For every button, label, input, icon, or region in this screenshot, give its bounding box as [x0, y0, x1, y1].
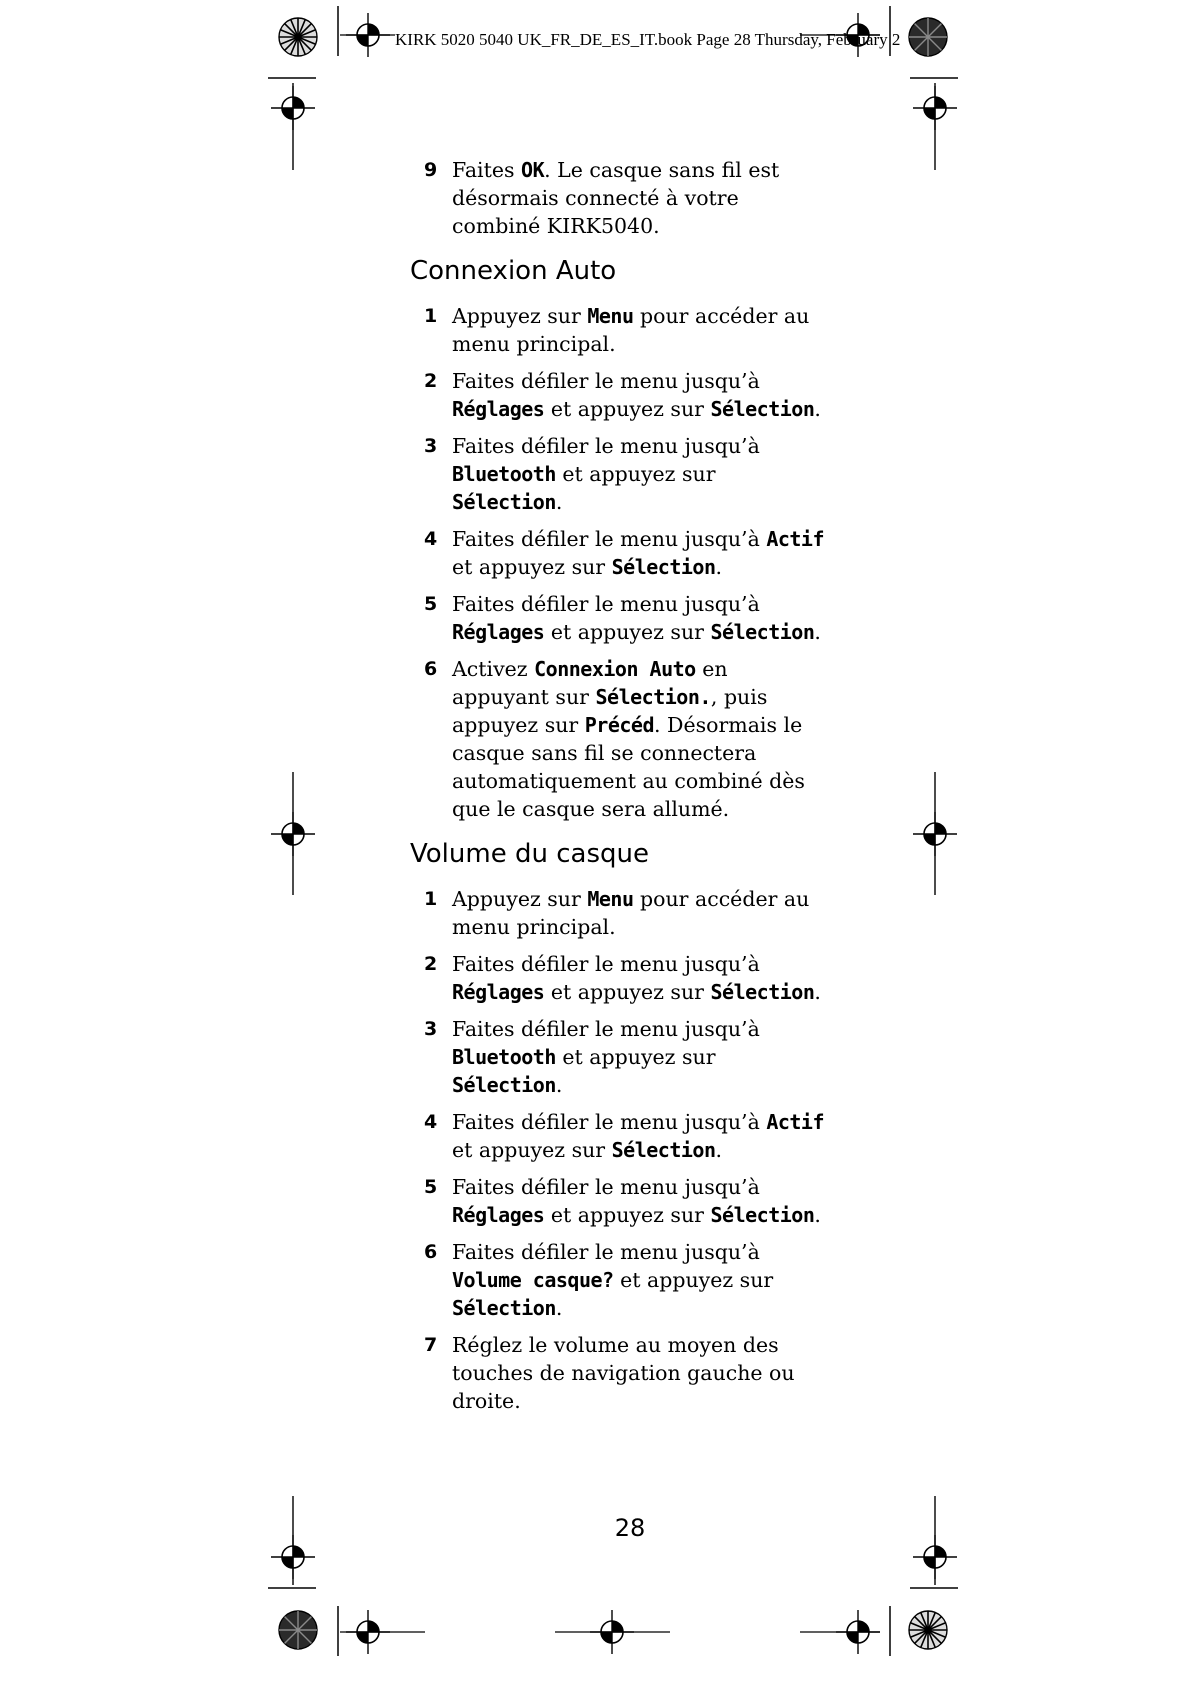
- step-text: et appuyez sur: [555, 1045, 716, 1069]
- step-text: Faites défiler le menu jusqu’à: [452, 369, 760, 393]
- step-text: Faites défiler le menu jusqu’à: [452, 1240, 760, 1264]
- intro-steps: [410, 156, 830, 240]
- display-key-label: Volume casque?: [452, 1268, 614, 1292]
- crosshair-registration-icon: [271, 86, 315, 130]
- step-text: Faites défiler le menu jusqu’à: [452, 952, 760, 976]
- step-text: Faites défiler le menu jusqu’à: [452, 1017, 760, 1041]
- step-text: .: [814, 397, 821, 421]
- step-item: [410, 590, 830, 646]
- step-text: .: [715, 555, 723, 579]
- step-text: Faites: [452, 158, 522, 182]
- step-text: et appuyez sur: [613, 1268, 774, 1292]
- step-text: Réglez le volume au moyen des touches de navigation gauche ou droite.: [452, 1333, 795, 1413]
- display-key-label: Sélection: [611, 555, 716, 579]
- crosshair-registration-icon: [913, 812, 957, 856]
- step-text: .: [555, 1073, 563, 1097]
- step-item: [410, 302, 830, 358]
- step-text: Activez: [452, 657, 535, 681]
- starburst-target-icon: [279, 1611, 317, 1649]
- step-number: 4: [424, 1111, 438, 1133]
- display-key-label: Sélection.: [595, 685, 711, 709]
- step-number: 7: [424, 1334, 438, 1356]
- step-item: [410, 1108, 830, 1164]
- step-text: Faites défiler le menu jusqu’à: [452, 1175, 760, 1199]
- step-number: 6: [424, 658, 438, 680]
- step-item: [410, 525, 830, 581]
- display-key-label: Sélection: [710, 1203, 815, 1227]
- crosshair-registration-icon: [346, 1610, 390, 1654]
- step-text: et appuyez sur: [544, 620, 711, 644]
- display-key-label: Menu: [587, 887, 634, 911]
- step-text: pour accéder au menu principal.: [452, 304, 810, 356]
- display-key-label: Menu: [587, 304, 634, 328]
- display-key-label: Bluetooth: [452, 1045, 556, 1069]
- section-title: Volume du casque: [410, 839, 649, 869]
- page-content: [410, 156, 830, 1424]
- display-key-label: Précéd: [584, 713, 654, 737]
- step-item: [410, 655, 830, 823]
- display-key-label: Sélection: [611, 1138, 716, 1162]
- display-key-label: Réglages: [452, 620, 545, 644]
- display-key-label: Sélection: [452, 1296, 556, 1320]
- step-number: 5: [424, 593, 438, 615]
- step-number: 2: [424, 953, 438, 975]
- display-key-label: Sélection: [452, 490, 556, 514]
- crosshair-registration-icon: [836, 1610, 880, 1654]
- step-text: Appuyez sur: [452, 887, 588, 911]
- display-key-label: Sélection: [710, 980, 815, 1004]
- step-item: [410, 950, 830, 1006]
- step-text: .: [814, 980, 821, 1004]
- step-text: et appuyez sur: [544, 397, 711, 421]
- step-text: en appuyant sur: [452, 657, 728, 709]
- print-header: KIRK 5020 5040 UK_FR_DE_ES_IT.book Page 28 Thursday, February 2: [395, 30, 901, 49]
- step-list: [410, 302, 830, 823]
- crosshair-registration-icon: [913, 86, 957, 130]
- step-item: [410, 156, 830, 240]
- step-item: [410, 1173, 830, 1229]
- step-text: et appuyez sur: [544, 980, 711, 1004]
- step-item: [410, 885, 830, 941]
- step-number: 9: [424, 159, 438, 181]
- step-text: , puis appuyez sur: [452, 685, 768, 737]
- step-text: et appuyez sur: [452, 555, 612, 579]
- starburst-target-icon: [279, 18, 317, 56]
- step-item: [410, 432, 830, 516]
- step-text: . Le casque sans fil est désormais connecté à votre combiné KIRK5040.: [452, 158, 780, 238]
- step-number: 3: [424, 1018, 438, 1040]
- step-text: et appuyez sur: [452, 1138, 612, 1162]
- step-text: .: [715, 1138, 723, 1162]
- step-text: .: [555, 1296, 563, 1320]
- crosshair-registration-icon: [271, 1535, 315, 1579]
- step-item: [410, 367, 830, 423]
- section-title: Connexion Auto: [410, 256, 617, 286]
- step-text: .: [814, 620, 821, 644]
- step-text: .: [814, 1203, 821, 1227]
- step-number: 1: [424, 888, 438, 910]
- display-key-label: Actif: [766, 527, 825, 551]
- step-text: Appuyez sur: [452, 304, 588, 328]
- step-number: 1: [424, 305, 438, 327]
- step-text: Faites défiler le menu jusqu’à: [452, 592, 760, 616]
- step-item: [410, 1238, 830, 1322]
- step-text: et appuyez sur: [544, 1203, 711, 1227]
- step-text: . Désormais le casque sans fil se connectera automatiquement au combiné dès que le casque sera allumé.: [452, 713, 805, 821]
- display-key-label: Connexion Auto: [534, 657, 696, 681]
- crosshair-registration-icon: [271, 812, 315, 856]
- step-list: [410, 885, 830, 1415]
- step-text: .: [555, 490, 563, 514]
- display-key-label: Réglages: [452, 980, 545, 1004]
- step-item: [410, 1331, 830, 1415]
- crosshair-registration-icon: [590, 1610, 634, 1654]
- display-key-label: Sélection: [710, 397, 815, 421]
- step-text: et appuyez sur: [555, 462, 716, 486]
- step-number: 5: [424, 1176, 438, 1198]
- crosshair-registration-icon: [913, 1535, 957, 1579]
- display-key-label: OK: [521, 158, 545, 182]
- display-key-label: Réglages: [452, 1203, 545, 1227]
- display-key-label: Bluetooth: [452, 462, 556, 486]
- step-text: Faites défiler le menu jusqu’à: [452, 1110, 767, 1134]
- display-key-label: Sélection: [710, 620, 815, 644]
- step-text: Faites défiler le menu jusqu’à: [452, 527, 767, 551]
- starburst-target-icon: [909, 1611, 947, 1649]
- step-text: pour accéder au menu principal.: [452, 887, 810, 939]
- display-key-label: Réglages: [452, 397, 545, 421]
- step-item: [410, 1015, 830, 1099]
- display-key-label: Actif: [766, 1110, 825, 1134]
- step-text: Faites défiler le menu jusqu’à: [452, 434, 760, 458]
- step-number: 4: [424, 528, 438, 550]
- step-number: 6: [424, 1241, 438, 1263]
- step-number: 2: [424, 370, 438, 392]
- page-number: 28: [614, 1514, 646, 1542]
- display-key-label: Sélection: [452, 1073, 556, 1097]
- step-number: 3: [424, 435, 438, 457]
